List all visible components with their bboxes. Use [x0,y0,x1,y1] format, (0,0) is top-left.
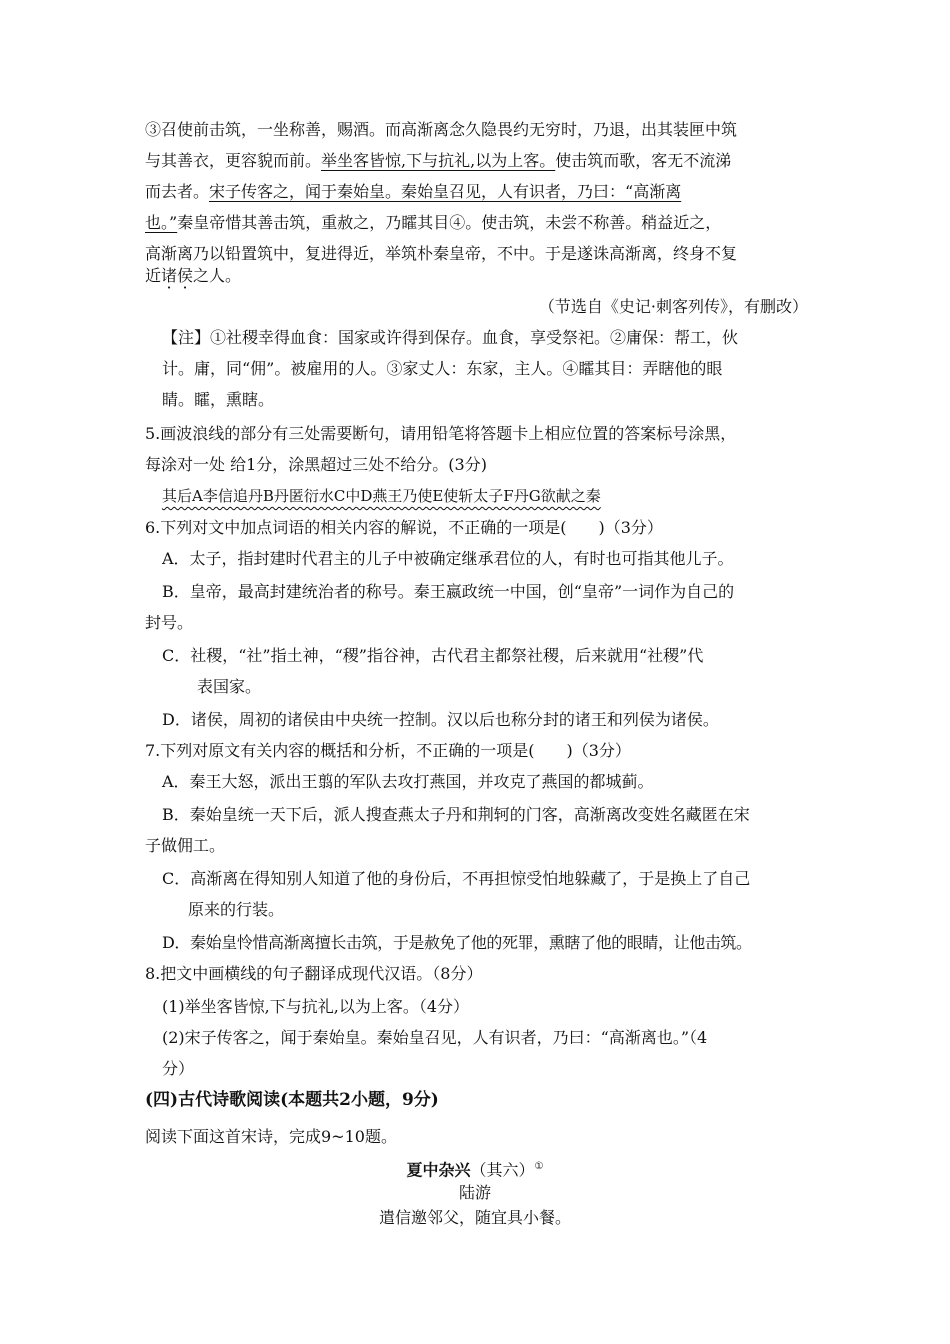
passage-line: 近诸侯之人。 [145,266,242,285]
dotted-word: 侯 [177,266,194,285]
question-8-sentence-1: (1)举坐客皆惊,下与抗礼,以为上客。（4分） [162,997,470,1016]
question-7-stem: 7.下列对原文有关内容的概括和分析，不正确的一项是( )（3分） [145,741,631,760]
question-7-option-b: B．秦始皇统一天下后，派人搜查燕太子丹和荆轲的门客，高渐离改变姓名藏匿在宋 [162,805,750,824]
passage-line: 而去者。宋子传客之，闻于秦始皇。秦始皇召见，人有识者，乃曰：“高渐离 [145,182,682,201]
question-6-option-b: 封号。 [145,613,194,632]
poem-author: 陆游 [458,1183,491,1202]
question-7-option-c: C．高渐离在得知别人知道了他的身份后，不再担惊受怕地躲藏了，于是换上了自己 [162,869,751,888]
passage-line: 与其善衣，更容貌而前。举坐客皆惊,下与抗礼,以为上客。使击筑而歌，客无不流涕 [145,151,732,170]
poem-line: 遣信邀邻父，随宜具小餐。 [378,1208,571,1227]
section-heading: (四)古代诗歌阅读(本题共2小题，9分) [145,1090,439,1110]
question-6-option-c: 表国家。 [197,677,262,696]
poem-footnote-mark: ① [534,1161,544,1172]
underlined-sentence: 也。” [145,213,178,232]
note-line: 计。庸，同“佣”。被雇用的人。③家丈人：东家，主人。④矐其目：弄瞎他的眼 [162,359,723,378]
passage-line: 也。”秦皇帝惜其善击筑，重赦之，乃矐其目④。使击筑，未尝不称善。稍益近之， [145,213,722,232]
passage-line: ③召使前击筑，一坐称善，赐酒。而高渐离念久隐畏约无穷时，乃退，出其装匣中筑 [145,120,738,139]
question-6-option-a: A．太子，指封建时代君主的儿子中被确定继承君位的人，有时也可指其他儿子。 [162,549,734,568]
question-6-option-b: B．皇帝，最高封建统治者的称号。秦王嬴政统一中国，创“皇帝”一词作为自己的 [162,582,735,601]
question-5-stem: 每涂对一处 给1分，涂黑超过三处不给分。(3分) [145,455,487,474]
question-7-option-d: D．秦始皇怜惜高渐离擅长击筑，于是赦免了他的死罪，熏瞎了他的眼睛，让他击筑。 [162,933,752,952]
underlined-sentence: 举坐客皆惊,下与抗礼,以为上客。 [321,151,556,170]
section-intro: 阅读下面这首宋诗，完成9~10题。 [145,1127,397,1146]
question-5-wavy-text: 其后A李信追丹B丹匿衍水C中D燕王乃使E使斩太子F丹G欲献之秦 [162,487,601,505]
passage-line: 高渐离乃以铅置筑中，复进得近，举筑朴秦皇帝，不中。于是遂诛高渐离，终身不复 [145,244,738,263]
poem-title: 夏中杂兴（其六）① [406,1160,544,1180]
question-6-stem: 6.下列对文中加点词语的相关内容的解说，不正确的一项是( )（3分） [145,518,663,537]
question-5-stem: 5.画波浪线的部分有三处需要断句，请用铅笔将答题卡上相应位置的答案标号涂黑， [145,424,737,443]
question-8-sentence-2: 分） [162,1059,195,1078]
note-line: 【注】①社稷幸得血食：国家或许得到保存。血食，享受祭祀。②庸保：帮工，伙 [162,328,739,347]
question-8-sentence-2: (2)宋子传客之，闻于秦始皇。秦始皇召见，人有识者，乃曰：“高渐离也。”（4 [162,1028,708,1047]
question-6-option-d: D．诸侯，周初的诸侯由中央统一控制。汉以后也称分封的诸王和列侯为诸侯。 [162,710,719,729]
question-7-option-c: 原来的行装。 [188,900,285,919]
question-8-stem: 8.把文中画横线的句子翻译成现代汉语。（8分） [145,964,483,983]
question-7-option-a: A．秦王大怒，派出王翦的军队去攻打燕国，并攻克了燕国的都城蓟。 [162,772,654,791]
question-7-option-b: 子做佣工。 [145,836,226,855]
dotted-word: 诸 [161,266,178,285]
passage-source: （节选自《史记·刺客列传》，有删改） [538,297,808,316]
question-6-option-c: C．社稷，“社”指土神，“稷”指谷神，古代君主都祭社稷，后来就用“社稷”代 [162,646,704,665]
note-line: 睛。矐，熏瞎。 [162,390,275,409]
underlined-sentence: 宋子传客之，闻于秦始皇。秦始皇召见，人有识者，乃曰：“高渐离 [209,182,682,201]
